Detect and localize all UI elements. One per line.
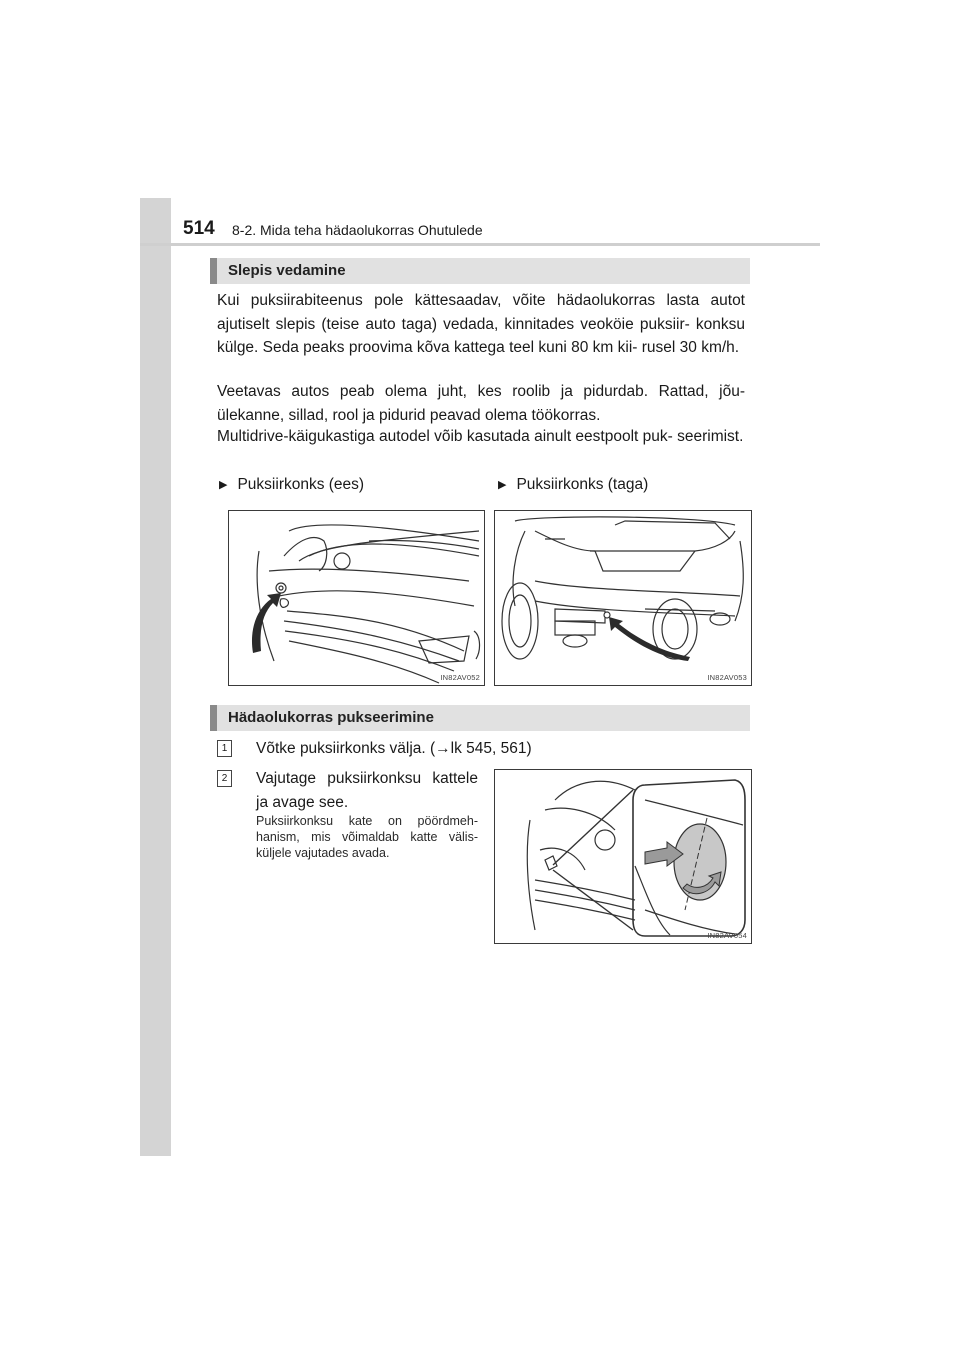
- figure-code: IN82AV052: [440, 673, 480, 682]
- bullet-front-hook: [219, 476, 364, 494]
- section-marker: [210, 258, 217, 284]
- rear-car-illustration: [495, 511, 751, 685]
- triangle-bullet-icon: ▶: [498, 479, 507, 491]
- paragraph-towing-driver: Veetavas autos peab olema juht, kes roolib ja pidurdab. Rattad, jõu- ülekanne, sillad, rool ja pidurid peavad olema töökorras.: [217, 383, 745, 424]
- header-title: 8-2. Mida teha hädaolukorras Ohutulede: [232, 222, 483, 238]
- section-heading-pukseerimine: [210, 705, 750, 731]
- page-number: 514: [183, 218, 215, 239]
- front-car-illustration: [229, 511, 484, 685]
- figure-code: IN82AV054: [707, 931, 747, 940]
- tow-hook-cover-illustration: [495, 770, 751, 943]
- bullet-rear-label: Puksiirkonks (taga): [516, 476, 649, 493]
- step-2-note: Puksiirkonksu kate on pöördmeh- hanism, mis võimaldab katte välis- küljele vajutades avada.: [256, 814, 478, 860]
- paragraph-towing-intro: Kui puksiirabiteenus pole kättesaadav, võite hädaolukorras lasta autot ajutiselt slepis (teise auto taga) vedada, kinnitades veoköie puksiir- konksu külge. Seda peaks proovima kõva kattega teel kuni 80 km kii- rusel 30 km/h.: [217, 292, 745, 356]
- section-marker: [210, 705, 217, 731]
- bullet-rear-hook: [498, 476, 648, 494]
- step-1-text: Võtke puksiirkonks välja. (→lk 545, 561): [256, 740, 532, 757]
- section-heading-slepis: [210, 258, 750, 284]
- step-number-2: 2: [217, 770, 232, 787]
- figure-code: IN82AV053: [707, 673, 747, 682]
- section-title: Slepis vedamine: [228, 262, 346, 279]
- paragraph-multidrive: Multidrive-käigukastiga autodel võib kasutada ainult eestpoolt puk- seerimist.: [217, 428, 744, 445]
- step-number-1: 1: [217, 740, 232, 757]
- triangle-bullet-icon: ▶: [219, 479, 228, 491]
- figure-rear-tow-hook: [494, 510, 752, 686]
- section-title: Hädaolukorras pukseerimine: [228, 709, 434, 726]
- figure-tow-hook-cover: [494, 769, 752, 944]
- step-2-text: Vajutage puksiirkonksu kattele ja avage see.: [256, 770, 478, 811]
- side-bar: [140, 198, 171, 1156]
- header-rule: [140, 243, 820, 246]
- bullet-front-label: Puksiirkonks (ees): [237, 476, 365, 493]
- figure-front-tow-hook: [228, 510, 485, 686]
